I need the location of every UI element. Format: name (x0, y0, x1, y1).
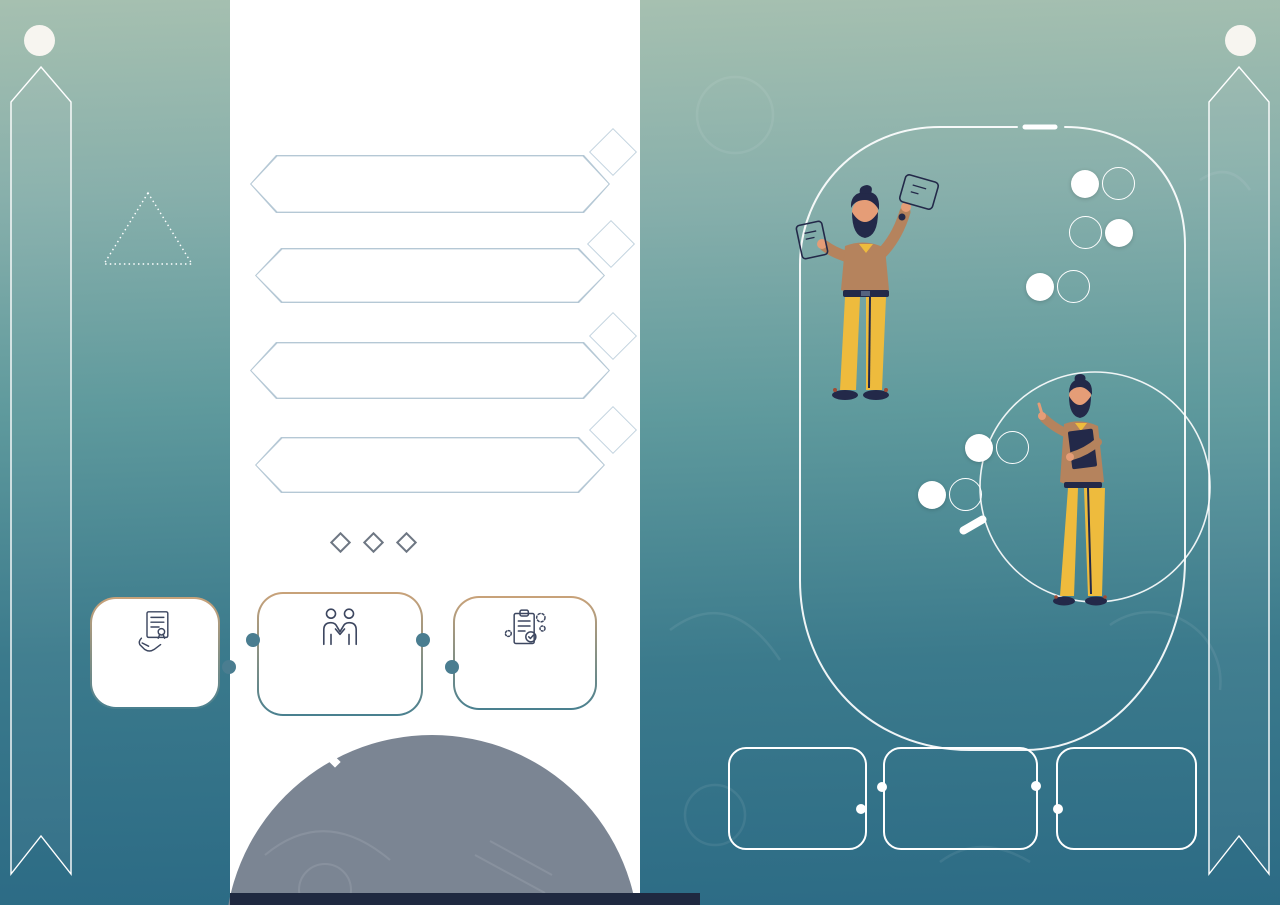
sketch-doodles (225, 735, 639, 905)
step-supervise-quality (1071, 167, 1135, 200)
diamond-icon (330, 532, 351, 553)
certificate-hand-icon (131, 607, 179, 659)
side-banner (10, 66, 72, 876)
step-label (1105, 219, 1133, 247)
card-engineering-offices (453, 596, 597, 710)
partners-icon (313, 602, 367, 660)
page-project-management (640, 0, 1280, 905)
step-label (965, 434, 993, 462)
section-body-text (287, 441, 573, 489)
section-body-box (255, 248, 605, 303)
step-label (1026, 273, 1054, 301)
section-body-box (255, 437, 605, 493)
step-meet-deadlines (1026, 270, 1090, 303)
connector-dot (856, 804, 866, 814)
step-number (949, 478, 982, 511)
step-manage-requests (965, 431, 1029, 464)
diamond-icon (295, 756, 306, 767)
step-number (996, 431, 1029, 464)
step-label (1071, 170, 1099, 198)
connector-dot (1053, 804, 1063, 814)
section-body-text (282, 346, 578, 395)
step-followup-contractors (1069, 216, 1133, 249)
engineer-illustration (785, 150, 1015, 410)
section-body-text (287, 252, 573, 299)
diamond-icon (329, 756, 340, 767)
step-number (1069, 216, 1102, 249)
step-number (1057, 270, 1090, 303)
diamond-divider-small (297, 758, 339, 766)
step-label (918, 481, 946, 509)
connector-dot (877, 782, 887, 792)
bottom-navy-bar (230, 893, 700, 905)
diamond-icon (396, 532, 417, 553)
step-number (1102, 167, 1135, 200)
side-banner (1208, 66, 1270, 876)
banner-company-name (1231, 461, 1247, 481)
section-body-text (282, 159, 578, 209)
section-body-box (250, 155, 610, 213)
card-quality-standards (90, 597, 220, 709)
benefit-rework (728, 747, 867, 850)
project-triangle-diagram (85, 166, 215, 288)
page-number-badge (24, 25, 55, 56)
connector-dot (222, 660, 236, 674)
connector-dot (1031, 781, 1041, 791)
benefit-cost-reduction (883, 747, 1038, 850)
banner-company-name (33, 461, 49, 481)
diamond-icon (363, 532, 384, 553)
connector-dot (246, 633, 260, 647)
diamond-icon (312, 756, 323, 767)
diamond-divider (333, 535, 414, 550)
clipboard-gears-icon (500, 606, 550, 660)
card-experienced-companies (257, 592, 423, 716)
page-number-badge (1225, 25, 1256, 56)
connector-dot (416, 633, 430, 647)
section-body-box (250, 342, 610, 399)
connector-dot (445, 660, 459, 674)
step-documentation-reports (918, 478, 982, 511)
benefit-lower-prices (1056, 747, 1197, 850)
engineer-pointing-illustration (1018, 368, 1168, 615)
